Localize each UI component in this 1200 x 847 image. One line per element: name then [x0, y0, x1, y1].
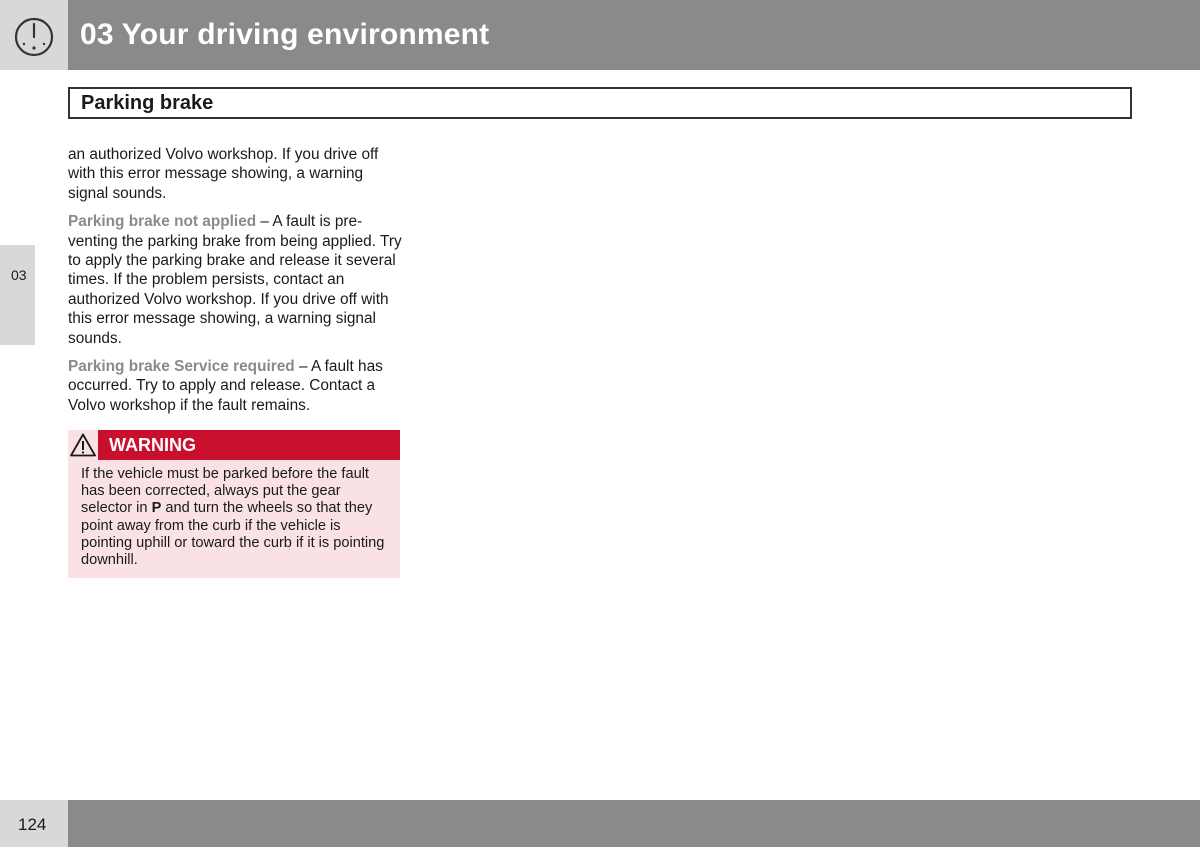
footer-page-box [0, 800, 68, 847]
paragraph-1: an authorized Volvo workshop. If you drive off with this error message showing, a warning signal sounds. [68, 146, 379, 202]
warning-title: WARNING [109, 435, 196, 455]
gear-p-label: P [151, 500, 162, 517]
term-parking-brake-service-required: Parking brake Service required [68, 358, 295, 376]
paragraph-3-text: – A fault has occurred. Try to apply and release. Contact a Volvo workshop if the fault remains. [68, 358, 383, 414]
paragraph-2 [68, 212, 402, 348]
warning-text [81, 466, 393, 569]
warning-header [68, 430, 400, 460]
section-heading-box [68, 87, 1132, 119]
warning-text-before: If the vehicle must be parked before the fault has been corrected, always put the gear selector in [81, 466, 369, 517]
warning-triangle-icon [70, 433, 96, 457]
chapter-title: 03 Your driving environment [80, 18, 490, 51]
warning-icon-cell [68, 430, 98, 460]
term-parking-brake-not-applied: Parking brake not applied [68, 213, 257, 231]
warning-text-after: and turn the wheels so that they point away from the curb if the vehicle is pointing uphill or toward the curb if it is pointing downhill. [81, 500, 385, 569]
page-number: 124 [18, 815, 47, 834]
section-title: Parking brake [81, 92, 214, 114]
warning-box [68, 430, 400, 578]
header-icon-box [0, 0, 68, 70]
chapter-header [68, 0, 1200, 70]
side-tab-label: 03 [11, 267, 27, 283]
footer-bar [68, 800, 1200, 847]
paragraph-2-text: – A fault is pre-venting the parking brake from being applied. Try to apply the parking brake and release it several times. If the problem persists, contact an authorized Volvo workshop. If you drive off with this error message showing, a warning signal sounds. [68, 213, 402, 347]
gauge-icon [14, 17, 54, 57]
body-column [68, 145, 402, 424]
chapter-side-tab [0, 245, 35, 345]
paragraph-3 [68, 357, 402, 415]
